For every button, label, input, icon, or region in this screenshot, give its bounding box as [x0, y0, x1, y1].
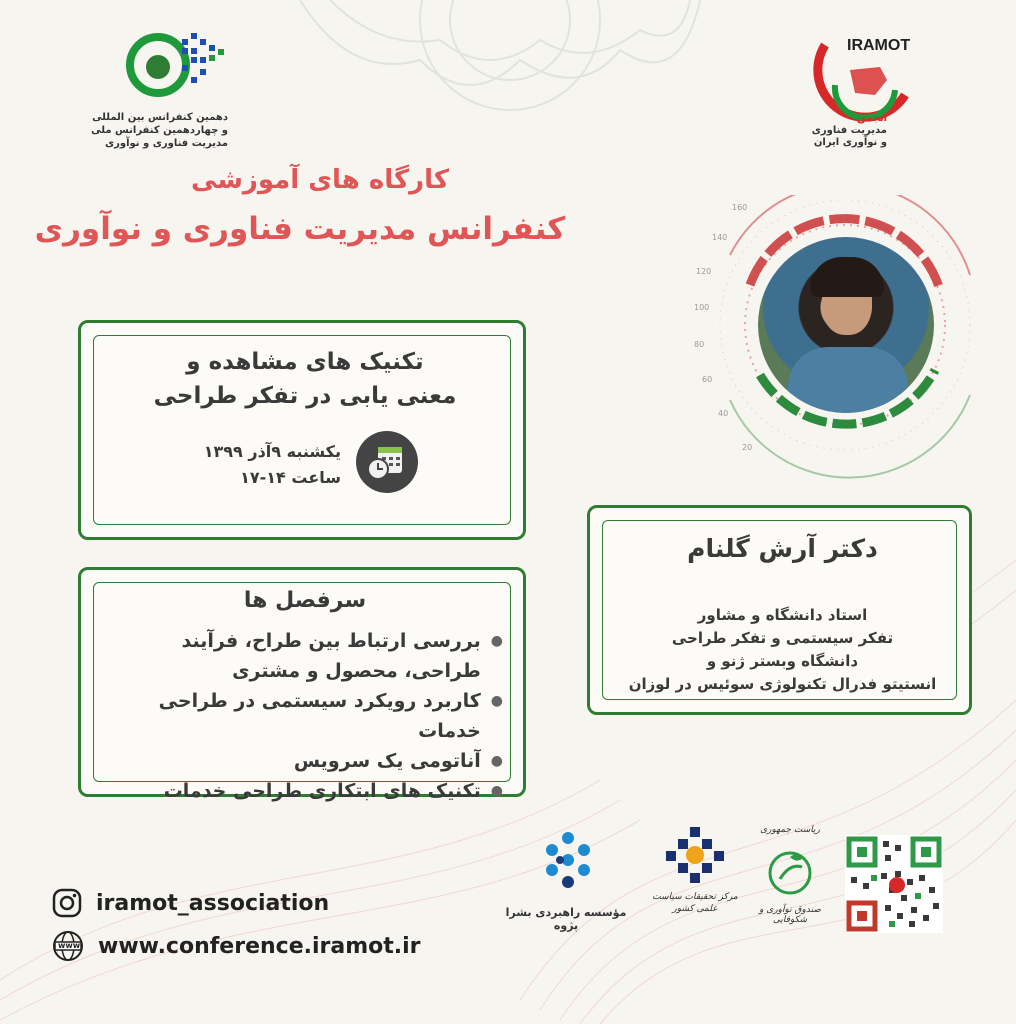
- topic-text: آناتومی یک سرویس: [293, 750, 481, 772]
- calendar-clock-icon: [356, 431, 418, 493]
- conference-logo-line: مدیریت فناوری و نوآوری: [104, 138, 228, 149]
- speaker-bio-line: دانشگاه وبستر ژنو و: [706, 652, 859, 670]
- bashra-logo-icon: [538, 830, 598, 890]
- sponsor-riasat-label: ریاست جمهوری: [760, 825, 820, 835]
- header-title: کنفرانس مدیریت فناوری و نوآوری: [34, 211, 566, 247]
- gauge-tick-labels: [690, 195, 1000, 485]
- gauge-tick: 140: [712, 233, 728, 242]
- website-url[interactable]: www.conference.iramot.ir: [98, 933, 421, 959]
- gauge-tick: 20: [742, 443, 753, 452]
- qr-code-icon: [845, 835, 943, 933]
- topic-item: [105, 626, 503, 686]
- workshop-title-line2: معنی یابی در تفکر طراحی: [153, 383, 457, 409]
- instagram-row[interactable]: [52, 888, 329, 918]
- topics-list: [105, 626, 503, 806]
- iramot-logo-title: IRAMOT: [847, 37, 911, 54]
- bullet-icon: ●: [490, 783, 503, 799]
- iramot-logo-line: انجمن: [856, 113, 887, 124]
- topics-box: [78, 567, 526, 802]
- gauge-tick: 160: [732, 203, 748, 212]
- sponsor-markaz-label: مرکز تحقیقات سیاست علمی کشور: [652, 892, 738, 914]
- workshop-box: [78, 320, 526, 540]
- bullet-icon: ●: [490, 693, 503, 709]
- topic-text: تکنیک های ابتکاری طراحی خدمات: [163, 780, 481, 802]
- sponsor-sandogh-label: صندوق نوآوری و شکوفایی: [759, 905, 821, 925]
- instagram-handle[interactable]: iramot_association: [96, 890, 330, 916]
- sponsor-sandogh: [750, 825, 830, 930]
- conference-logo-mark: [70, 25, 230, 105]
- iramot-logo-line: مدیریت فناوری: [811, 125, 887, 136]
- workshop-time: ساعت ۱۴-۱۷: [240, 468, 341, 487]
- topics-heading: سرفصل ها: [243, 588, 367, 613]
- markaz-logo-icon: [660, 825, 730, 885]
- gauge-tick: 80: [694, 340, 705, 349]
- conference-logo-line: و چهاردهمین کنفرانس ملی: [91, 125, 228, 136]
- header-subtitle: کارگاه های آموزشی: [191, 165, 449, 195]
- speaker-name: دکتر آرش گلنام: [687, 534, 878, 563]
- topic-item: [105, 746, 503, 776]
- iramot-logo: [805, 35, 945, 155]
- topic-item: [105, 776, 503, 806]
- speaker-bio-line: انستیتو فدرال تکنولوژی سوئیس در لوزان: [628, 675, 937, 693]
- globe-icon: [52, 930, 84, 962]
- topic-text: کاربرد رویکرد سیستمی در طراحی خدمات: [158, 690, 481, 742]
- sponsor-bashra-label: مؤسسه راهبردی بشرا پژوه: [505, 906, 627, 932]
- workshop-date: یکشنبه ۹آذر ۱۳۹۹: [203, 442, 341, 461]
- topic-item: [105, 686, 503, 746]
- sponsor-markaz: [650, 825, 740, 930]
- bullet-icon: ●: [490, 633, 503, 649]
- gauge-tick: 40: [718, 409, 729, 418]
- speaker-bio-line: تفکر سیستمی و تفکر طراحی: [671, 629, 894, 647]
- website-row[interactable]: [52, 930, 421, 962]
- iramot-logo-line: و نوآوری ایران: [813, 137, 887, 148]
- gauge-tick: 100: [694, 303, 710, 312]
- workshop-title-line1: تکنیک های مشاهده و: [186, 349, 424, 375]
- conference-logo: [70, 25, 230, 155]
- topic-text: بررسی ارتباط بین طراح، فرآیند طراحی، محصول و مشتری: [181, 630, 481, 682]
- speaker-box: [587, 505, 972, 715]
- globe-icon-label: www: [58, 941, 81, 950]
- sponsor-bashra: [496, 830, 636, 932]
- conference-logo-line: دهمین کنفرانس بین المللی: [92, 112, 228, 123]
- sandogh-logo-icon: [762, 843, 818, 899]
- header: [20, 165, 580, 247]
- speaker-bio-line: استاد دانشگاه و مشاور: [697, 606, 868, 624]
- instagram-icon: [52, 888, 82, 918]
- gauge-tick: 60: [702, 375, 713, 384]
- speaker-photo-gauge: [690, 195, 1000, 485]
- gauge-tick: 120: [696, 267, 712, 276]
- bullet-icon: ●: [490, 753, 503, 769]
